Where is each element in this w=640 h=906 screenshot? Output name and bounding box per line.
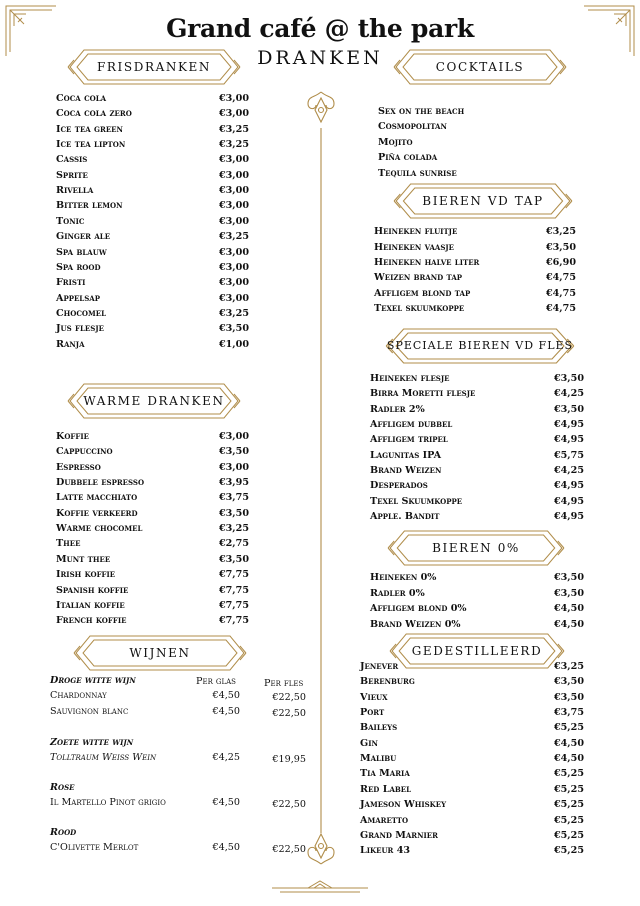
wine-name: Chardonnay: [50, 690, 107, 701]
speciale-bieren-item-price: €4,95: [553, 511, 584, 523]
frisdranken-item-name: Rivella: [56, 185, 94, 197]
warme-dranken-item-price: €7,75: [218, 584, 249, 596]
frisdranken-item-name: Coca cola zero: [56, 108, 132, 120]
bieren-tap-item-name: Heineken vaasje: [374, 242, 455, 253]
wine-group-label: Droge witte wijn: [50, 675, 136, 686]
frisdranken-item-price: €3,00: [218, 246, 249, 258]
gedestilleerd-item-name: Red Label: [360, 783, 412, 795]
gedestilleerd-item-name: Port: [360, 707, 385, 719]
warme-dranken-item-price: €3,00: [218, 461, 249, 473]
gedestilleerd-item-name: Malibu: [360, 753, 397, 765]
bieren-tap-heading: BIEREN VD TAP: [422, 194, 544, 208]
warme-dranken-item-price: €2,75: [218, 538, 249, 550]
speciale-bieren-item-name: Affligem dubbel: [370, 419, 453, 431]
bieren-0-item-name: Radler 0%: [370, 587, 425, 599]
frisdranken-item-name: Sprite: [56, 169, 88, 181]
warme-dranken-item-name: Thee: [56, 538, 81, 550]
gedestilleerd-item-price: €5,25: [553, 768, 584, 780]
frisdranken-item-name: Cassis: [56, 154, 88, 166]
frisdranken-item-price: €3,00: [218, 185, 249, 197]
frisdranken-item-price: €3,00: [218, 154, 249, 166]
bieren-tap-item-name: Heineken fluitje: [374, 226, 458, 237]
warme-dranken-item-name: Latte macchiato: [56, 492, 138, 504]
frisdranken-item-price: €3,00: [218, 277, 249, 289]
page-subtitle: DRANKEN: [257, 47, 383, 69]
wine-name: Il Martello Pinot grigio: [50, 797, 166, 808]
bieren-0-item-name: Heineken 0%: [370, 572, 437, 583]
frisdranken-item-price: €3,00: [218, 292, 249, 304]
frisdranken-item-price: €3,25: [218, 307, 249, 319]
bieren-0-item-price: €4,50: [553, 618, 584, 630]
frisdranken-item-name: Bitter lemon: [56, 200, 123, 212]
gedestilleerd-item-price: €3,25: [553, 661, 584, 672]
wine-price-glass: €4,50: [212, 705, 240, 717]
speciale-bieren-item-price: €4,95: [553, 495, 584, 507]
cocktails-item-name: Piña colada: [378, 152, 438, 164]
bieren-0-item-name: Brand Weizen 0%: [370, 618, 461, 630]
gedestilleerd-item-name: Gin: [360, 737, 378, 749]
speciale-bieren-item-name: Apple. Bandit: [370, 511, 440, 523]
speciale-bieren-item-name: Radler 2%: [370, 403, 425, 415]
frisdranken-item-name: Ranja: [56, 338, 85, 350]
bieren-tap-item-name: Texel skuumkoppe: [374, 303, 465, 314]
speciale-bieren-item-price: €3,50: [553, 403, 584, 415]
speciale-bieren-item-name: Birra Moretti flesje: [370, 388, 476, 400]
wine-price-glass: €4,50: [212, 690, 240, 701]
wine-price-bottle: €22,50: [272, 844, 306, 855]
warme-dranken-item-price: €3,75: [218, 492, 249, 504]
wine-name: Tolltraum Weiss Wein: [50, 752, 157, 763]
frisdranken-item-price: €3,25: [218, 231, 249, 243]
gedestilleerd-item-price: €3,50: [553, 676, 584, 688]
cocktails-item-name: Mojito: [378, 136, 413, 148]
speciale-bieren-item-price: €4,25: [553, 465, 584, 477]
bieren-tap-item-name: Heineken halve liter: [374, 257, 480, 268]
bieren-tap-item-price: €4,75: [545, 303, 576, 314]
bieren-0-item-price: €3,50: [553, 572, 584, 583]
gedestilleerd-item-price: €5,25: [553, 845, 584, 857]
frisdranken-item-name: Coca cola: [56, 93, 107, 104]
cocktails-heading: COCKTAILS: [435, 60, 525, 74]
speciale-bieren-item-name: Desperados: [370, 480, 428, 492]
frisdranken-item-price: €3,50: [218, 323, 249, 335]
wine-group-label: Rood: [50, 827, 77, 838]
wine-col-per-glas: Per glas: [196, 676, 236, 687]
page-title: Grand café @ the park: [166, 14, 474, 43]
frisdranken-item-name: Fristi: [56, 277, 86, 289]
frisdranken-item-name: Tonic: [56, 215, 85, 227]
gedestilleerd-item-name: Vieux: [360, 691, 388, 703]
speciale-bieren-item-price: €3,50: [553, 373, 584, 384]
cocktails-item-name: Sex on the beach: [378, 106, 465, 117]
warme-dranken-item-name: Warme chocomel: [56, 523, 143, 535]
frisdranken-item-price: €3,25: [218, 123, 249, 135]
gedestilleerd-item-name: Likeur 43: [360, 845, 411, 857]
gedestilleerd-item-name: Baileys: [360, 722, 398, 734]
frisdranken-item-price: €3,00: [218, 93, 249, 104]
speciale-bieren-banner: [384, 325, 576, 367]
frisdranken-item-price: €3,00: [218, 215, 249, 227]
wine-price-bottle: €19,95: [272, 754, 306, 765]
gedestilleerd-item-name: Amaretto: [360, 814, 409, 826]
warme-dranken-item-price: €7,75: [218, 615, 249, 627]
speciale-bieren-item-price: €4,95: [553, 434, 584, 446]
gedestilleerd-item-name: Tia Maria: [360, 768, 410, 780]
bieren-tap-item-price: €4,75: [545, 272, 576, 283]
speciale-bieren-item-name: Brand Weizen: [370, 465, 442, 477]
frisdranken-item-name: Ice tea green: [56, 123, 123, 135]
warme-dranken-item-name: Irish koffie: [56, 569, 116, 581]
wijnen-banner: [72, 632, 248, 674]
warme-dranken-item-price: €3,25: [218, 523, 249, 535]
warme-dranken-item-price: €3,50: [218, 446, 249, 458]
warme-dranken-item-name: Cappuccino: [56, 446, 113, 458]
gedestilleerd-item-price: €5,25: [553, 799, 584, 811]
warme-dranken-item-name: French koffie: [56, 615, 127, 627]
gedestilleerd-item-price: €3,50: [553, 691, 584, 703]
gedestilleerd-item-name: Jameson Whiskey: [360, 799, 447, 811]
bieren-tap-item-price: €3,50: [545, 242, 576, 253]
warme-dranken-item-price: €3,95: [218, 477, 249, 489]
gedestilleerd-item-price: €5,25: [553, 783, 584, 795]
warme-dranken-item-name: Koffie: [56, 431, 89, 442]
warme-dranken-item-price: €7,75: [218, 599, 249, 611]
wine-price-bottle: €22,50: [272, 707, 306, 719]
gedestilleerd-item-price: €5,25: [553, 814, 584, 826]
frisdranken-item-price: €1,00: [218, 338, 249, 350]
wine-name: Sauvignon blanc: [50, 705, 129, 717]
bieren-tap-item-name: Affligem blond tap: [374, 288, 471, 299]
wine-price-glass: €4,25: [212, 752, 240, 763]
gedestilleerd-item-name: Grand Marnier: [360, 829, 438, 841]
wine-price-bottle: €22,50: [272, 799, 306, 810]
warme-dranken-item-name: Koffie verkeerd: [56, 507, 138, 519]
wine-group-label: Zoete witte wijn: [50, 737, 134, 748]
cocktails-banner: [392, 46, 568, 88]
frisdranken-item-name: Spa rood: [56, 261, 101, 273]
frisdranken-item-name: Spa blauw: [56, 246, 107, 258]
bieren-0-banner: [386, 527, 566, 569]
bieren-tap-item-name: Weizen brand tap: [374, 272, 463, 283]
warme-dranken-item-name: Spanish koffie: [56, 584, 129, 596]
frisdranken-item-price: €3,25: [218, 139, 249, 151]
warme-dranken-item-name: Munt thee: [56, 553, 111, 565]
gedestilleerd-item-name: Jenever: [360, 661, 399, 672]
wine-name: C'Olivette Merlot: [50, 842, 139, 853]
frisdranken-item-price: €3,00: [218, 108, 249, 120]
speciale-bieren-item-price: €4,25: [553, 388, 584, 400]
gedestilleerd-item-price: €4,50: [553, 737, 584, 749]
wine-group-label: Rose: [50, 782, 75, 793]
wijnen-heading: WIJNEN: [129, 646, 191, 660]
bieren-tap-item-price: €4,75: [545, 288, 576, 299]
speciale-bieren-item-price: €4,95: [553, 419, 584, 431]
bieren-tap-banner: [392, 180, 574, 222]
warme-dranken-item-price: €7,75: [218, 569, 249, 581]
gedestilleerd-item-price: €5,25: [553, 722, 584, 734]
gedestilleerd-item-name: Berenburg: [360, 676, 415, 688]
center-divider-ornament-icon: [296, 88, 346, 868]
warme-dranken-item-name: Italian koffie: [56, 599, 125, 611]
warme-dranken-heading: WARME DRANKEN: [83, 394, 225, 408]
frisdranken-item-name: Ginger ale: [56, 231, 111, 243]
bieren-tap-item-price: €3,25: [545, 226, 576, 237]
speciale-bieren-item-name: Affligem tripel: [370, 434, 448, 446]
frisdranken-item-price: €3,00: [218, 261, 249, 273]
bieren-0-item-price: €3,50: [553, 587, 584, 599]
speciale-bieren-item-name: Texel Skuumkoppe: [370, 495, 463, 507]
gedestilleerd-heading: GEDESTILLEERD: [411, 644, 543, 658]
frisdranken-item-name: Jus flesje: [56, 323, 104, 335]
warme-dranken-banner: [66, 380, 242, 422]
warme-dranken-item-price: €3,50: [218, 507, 249, 519]
wine-price-bottle: €22,50: [272, 692, 306, 703]
cocktails-item-name: Tequila sunrise: [378, 167, 457, 179]
speciale-bieren-item-price: €4,95: [553, 480, 584, 492]
warme-dranken-item-name: Dubbele espresso: [56, 477, 145, 489]
gedestilleerd-item-price: €3,75: [553, 707, 584, 719]
speciale-bieren-heading: SPECIALE BIEREN VD FLES: [386, 339, 574, 352]
frisdranken-item-price: €3,00: [218, 169, 249, 181]
frisdranken-item-name: Ice tea lipton: [56, 139, 126, 151]
frisdranken-item-price: €3,00: [218, 200, 249, 212]
bieren-tap-item-price: €6,90: [545, 257, 576, 268]
bieren-0-item-price: €4,50: [553, 603, 584, 614]
speciale-bieren-item-price: €5,75: [553, 449, 584, 461]
frisdranken-item-name: Chocomel: [56, 307, 107, 319]
warme-dranken-item-price: €3,00: [218, 431, 249, 442]
wine-price-glass: €4,50: [212, 797, 240, 808]
bieren-0-heading: BIEREN 0%: [432, 541, 520, 555]
gedestilleerd-item-price: €5,25: [553, 829, 584, 841]
bieren-0-item-name: Affligem blond 0%: [370, 603, 467, 614]
frisdranken-banner: [66, 46, 242, 88]
frisdranken-item-name: Appelsap: [56, 292, 100, 304]
cocktails-item-name: Cosmopolitan: [378, 121, 447, 133]
gedestilleerd-banner: [388, 630, 566, 672]
frisdranken-heading: FRISDRANKEN: [97, 60, 211, 74]
bottom-ornament-icon: [270, 878, 370, 896]
gedestilleerd-item-price: €4,50: [553, 753, 584, 765]
speciale-bieren-item-name: Lagunitas IPA: [370, 449, 442, 461]
warme-dranken-item-name: Espresso: [56, 461, 101, 473]
warme-dranken-item-price: €3,50: [218, 553, 249, 565]
wine-price-glass: €4,50: [212, 842, 240, 853]
wine-col-per-fles: Per fles: [264, 678, 304, 689]
speciale-bieren-item-name: Heineken flesje: [370, 373, 450, 384]
